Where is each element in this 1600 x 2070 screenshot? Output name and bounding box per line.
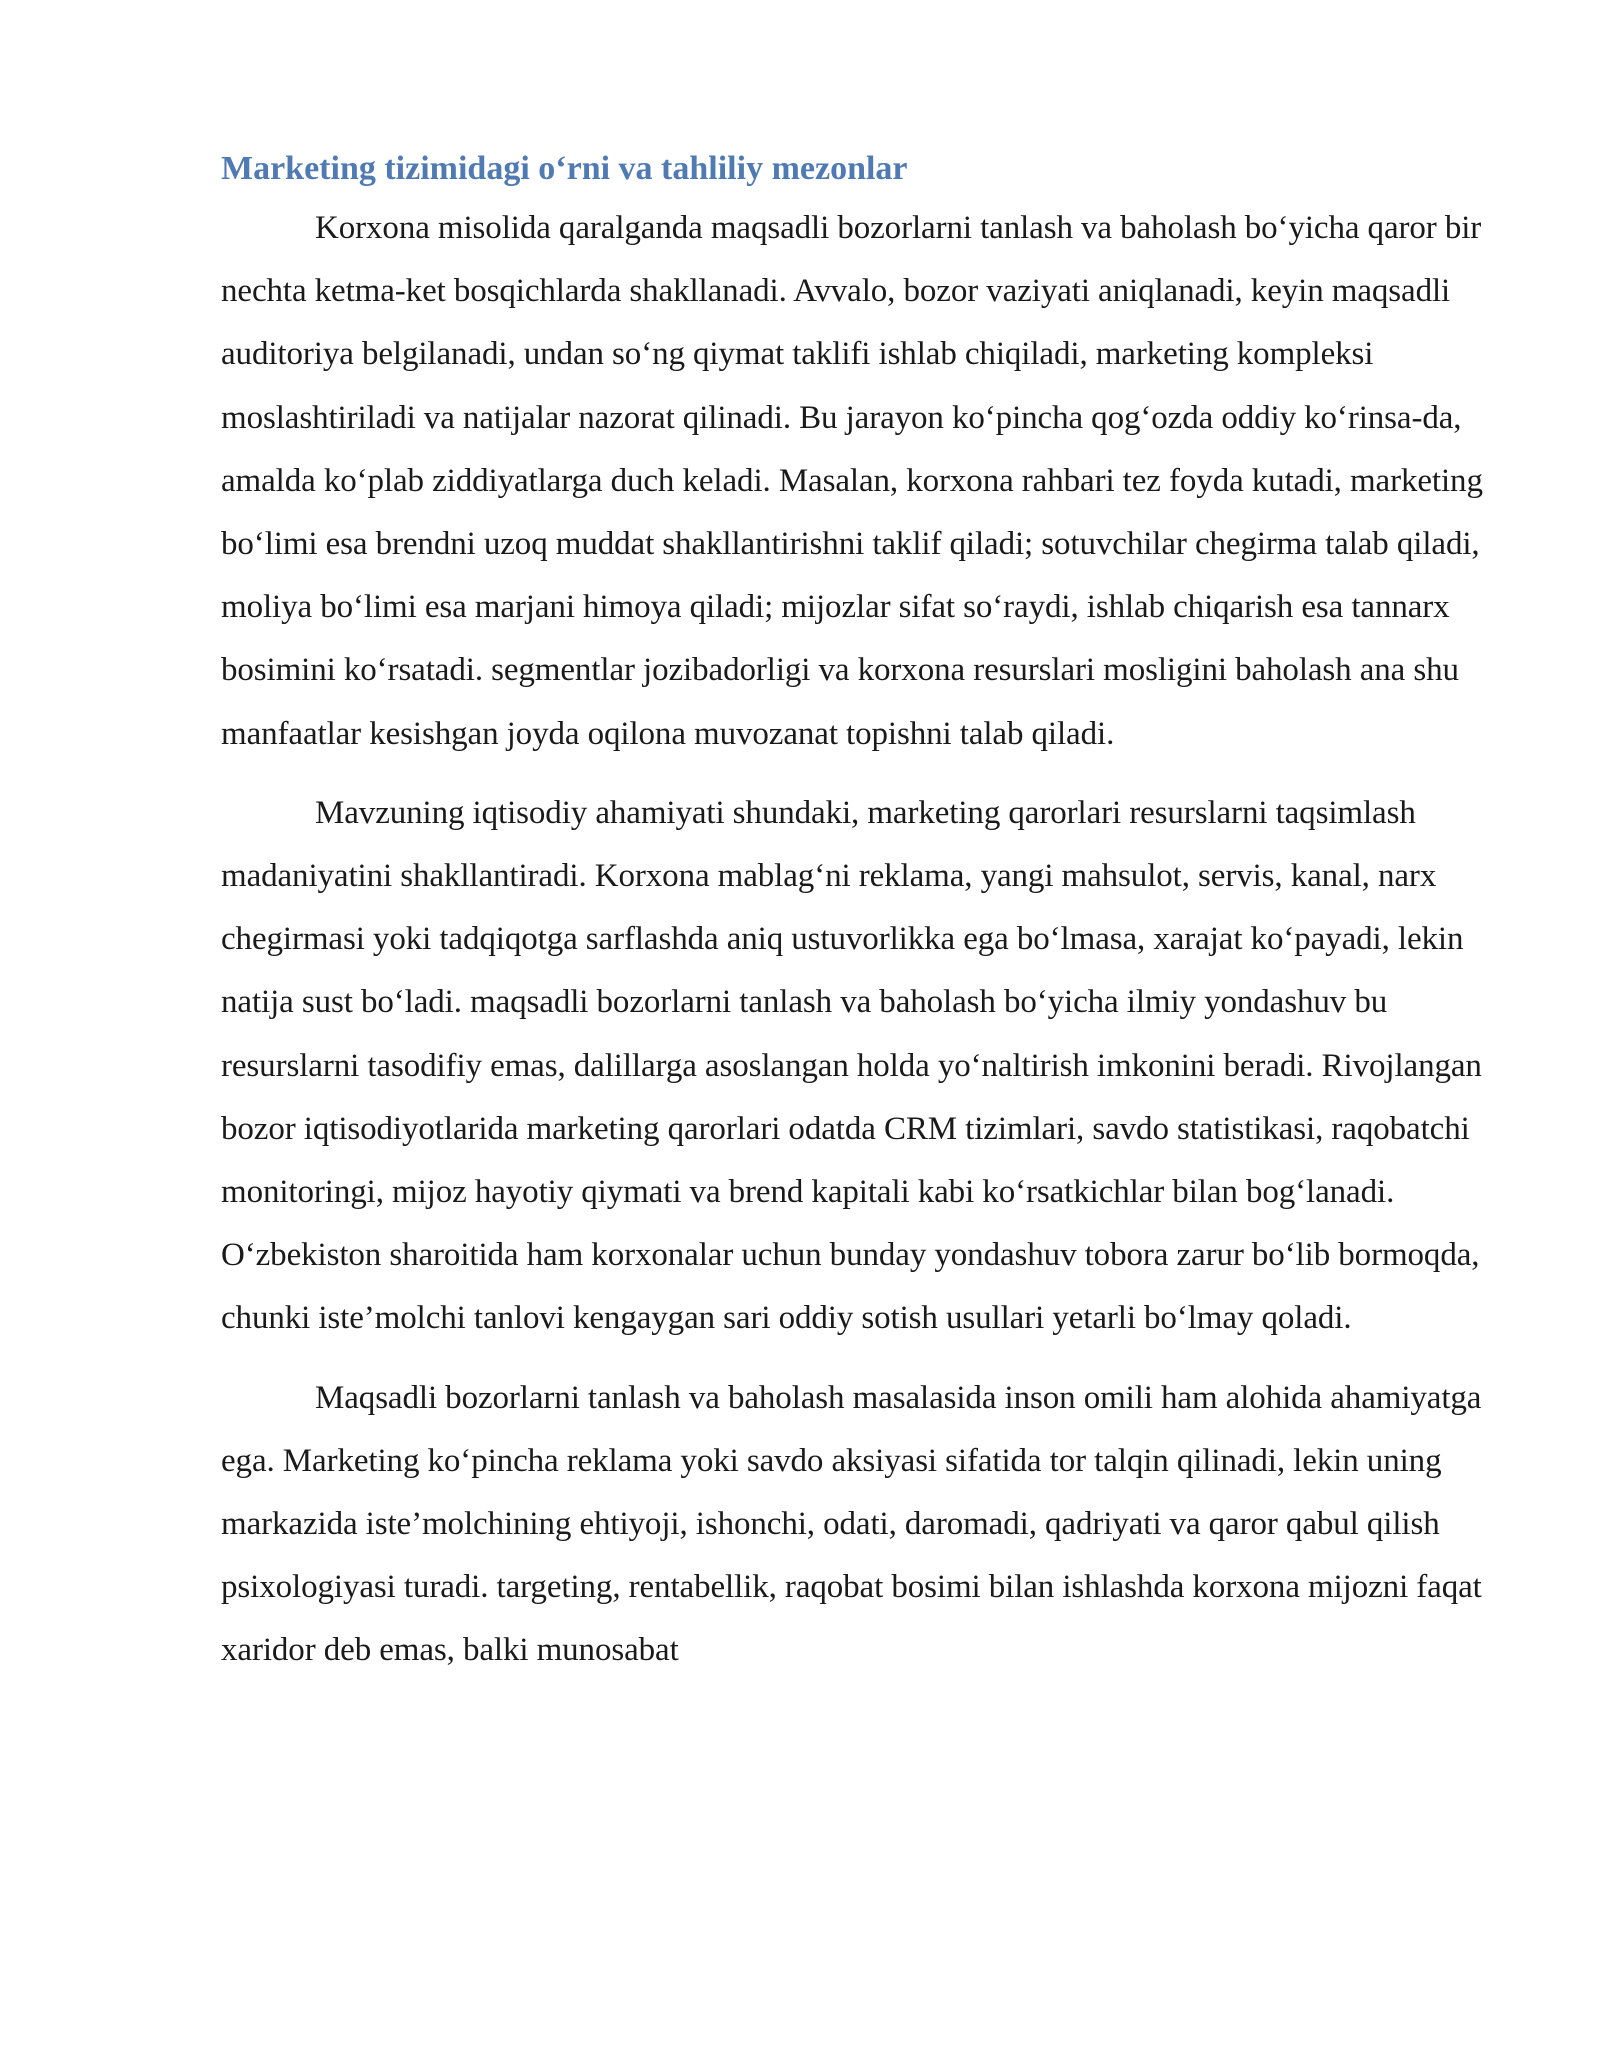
document-body: [221, 143, 1483, 1699]
paragraph-2: Mavzuning iqtisodiy ahamiyati shundaki, marketing qarorlari resurslarni taqsimlash madaniyatini shakllantiradi. Korxona mablag‘ni reklama, yangi mahsulot, servis, kanal, narx chegirmasi yoki tadqiqotga sarflashda aniq ustuvorlikka ega bo‘lmasa, xarajat ko‘payadi, lekin natija sust bo‘ladi. maqsadli bozorlarni tanlash va baholash bo‘yicha ilmiy yondashuv bu resurslarni tasodifiy emas, dalillarga asoslangan holda yo‘naltirish imkonini beradi. Rivojlangan bozor iqtisodiyotlarida marketing qarorlari odatda CRM tizimlari, savdo statistikasi, raqobatchi monitoringi, mijoz hayotiy qiymati va brend kapitali kabi ko‘rsatkichlar bilan bog‘lanadi. O‘zbekiston sharoitida ham korxonalar uchun bunday yondashuv tobora zarur bo‘lib bormoqda, chunki iste’molchi tanlovi kengaygan sari oddiy sotish usullari yetarli bo‘lmay qoladi.: [221, 794, 1482, 1337]
paragraph-3: Maqsadli bozorlarni tanlash va baholash masalasida inson omili ham alohida ahamiyatga ega. Marketing ko‘pincha reklama yoki savdo aksiyasi sifatida tor talqin qilinadi, lekin uning markazida iste’molchining ehtiyoji, ishonchi, odati, daromadi, qadriyati va qaror qabul qilish psixologiyasi turadi. targeting, rentabellik, raqobat bosimi bilan ishlashda korxona mijozni faqat xaridor deb emas, balki munosabat: [221, 1379, 1482, 1669]
paragraph-1: Korxona misolida qaralganda maqsadli bozorlarni tanlash va baholash bo‘yicha qaror bir nechta ketma-ket bosqichlarda shakllanadi. Avvalo, bozor vaziyati aniqlanadi, keyin maqsadli auditoriya belgilanadi, undan so‘ng qiymat taklifi ishlab chiqiladi, marketing kompleksi moslashtiriladi va natijalar nazorat qilinadi. Bu jarayon ko‘pincha qog‘ozda oddiy ko‘rinsa-da, amalda ko‘plab ziddiyatlarga duch keladi. Masalan, korxona rahbari tez foyda kutadi, marketing bo‘limi esa brendni uzoq muddat shakllantirishni taklif qiladi; sotuvchilar chegirma talab qiladi, moliya bo‘limi esa marjani himoya qiladi; mijozlar sifat so‘raydi, ishlab chiqarish esa tannarx bosimini ko‘rsatadi. segmentlar jozibadorligi va korxona resurslari mosligini baholash ana shu manfaatlar kesishgan joyda oqilona muvozanat topishni talab qiladi.: [221, 210, 1483, 752]
section-heading: Marketing tizimidagi o‘rni va tahliliy mezonlar: [221, 150, 908, 187]
